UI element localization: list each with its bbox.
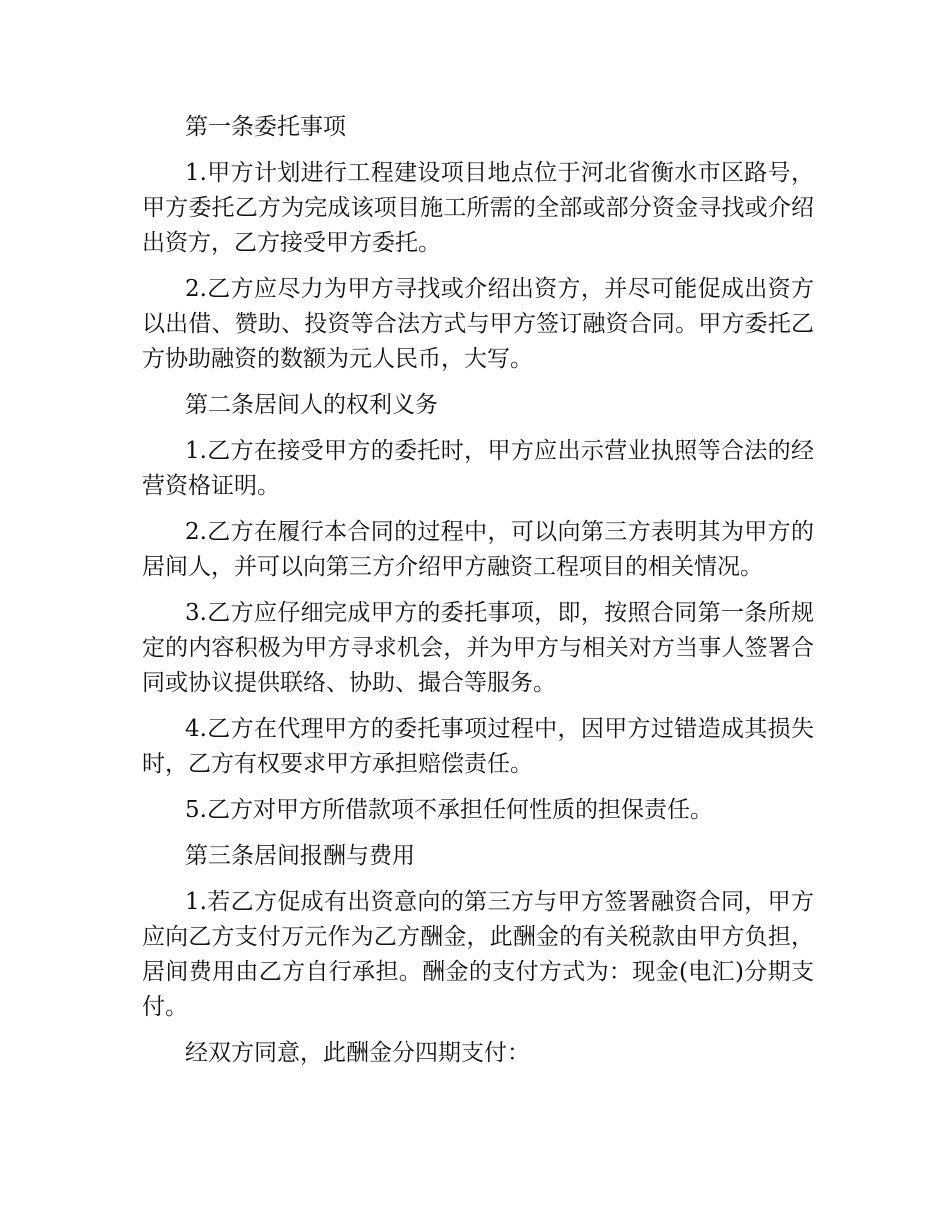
- clause-1-2: 2.乙方应尽力为甲方寻找或介绍出资方，并尽可能促成出资方以出借、赞助、投资等合法方式与甲方签订融资合同。甲方委托乙方协助融资的数额为元人民币，大写。: [142, 276, 814, 372]
- clause-2-3: 3.乙方应仔细完成甲方的委托事项，即，按照合同第一条所规定的内容积极为甲方寻求机会，并为甲方与相关对方当事人签署合同或协议提供联络、协助、撮合等服务。: [142, 600, 814, 696]
- section-heading-3: 第三条居间报酬与费用: [185, 843, 415, 869]
- clause-2-5: 5.乙方对甲方所借款项不承担任何性质的担保责任。: [185, 797, 713, 823]
- clause-3-1: 1.若乙方促成有出资意向的第三方与甲方签署融资合同，甲方应向乙方支付万元作为乙方酬金，此酬金的有关税款由甲方负担，居间费用由乙方自行承担。酬金的支付方式为：现金(电汇)分期支付。: [142, 889, 814, 1020]
- section-heading-1: 第一条委托事项: [185, 114, 346, 140]
- clause-2-2: 2.乙方在履行本合同的过程中，可以向第三方表明其为甲方的居间人，并可以向第三方介绍甲方融资工程项目的相关情况。: [142, 519, 814, 580]
- clause-2-4: 4.乙方在代理甲方的委托事项过程中，因甲方过错造成其损失时，乙方有权要求甲方承担赔偿责任。: [142, 716, 814, 777]
- clause-1-1: 1.甲方计划进行工程建设项目地点位于河北省衡水市区路号，甲方委托乙方为完成该项目施工所需的全部或部分资金寻找或介绍出资方，乙方接受甲方委托。: [142, 160, 814, 256]
- document-body: [142, 110, 814, 1082]
- clause-2-1: 1.乙方在接受甲方的委托时，甲方应出示营业执照等合法的经营资格证明。: [142, 438, 814, 499]
- section-heading-2: 第二条居间人的权利义务: [185, 392, 438, 418]
- payment-note: 经双方同意，此酬金分四期支付：: [185, 1040, 530, 1066]
